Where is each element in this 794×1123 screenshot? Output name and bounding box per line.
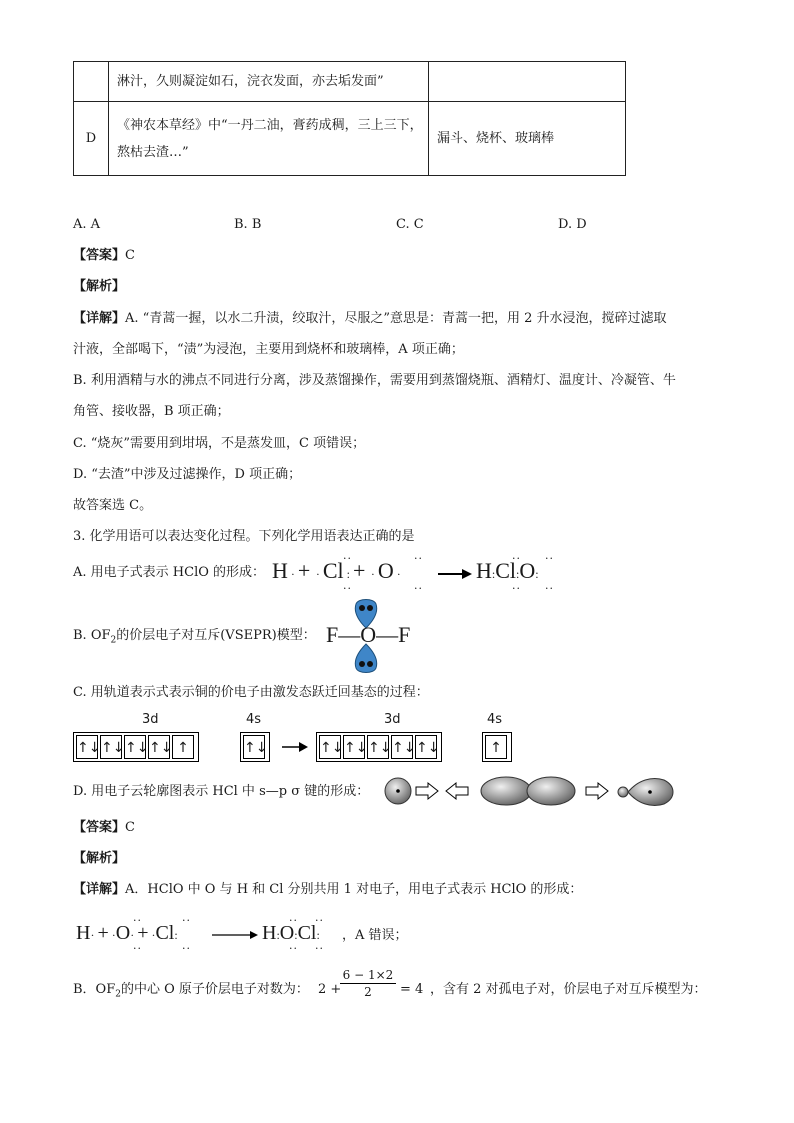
answer-tag: 【答案】 [73, 248, 126, 263]
orbital-box: ↑↓ [367, 735, 389, 759]
reaction-arrow-icon [212, 930, 258, 940]
table-cell-line: 熬枯去渣…” [117, 144, 189, 160]
lone-pair-dots: ·· [133, 914, 142, 927]
electron-formula-product-correct: H:O:Cl: [262, 922, 320, 944]
symbol-h: H [476, 558, 492, 583]
apparatus-table [73, 61, 626, 176]
explanation-text: A. “青蒿一握，以水二升渍，绞取汁，尽服之”意思是：青蒿一把，用 2 升水浸泡，搅碎过滤取 [125, 311, 667, 326]
table-cell-content [109, 102, 429, 176]
symbol-f: F [398, 622, 411, 647]
reaction-arrow-icon [438, 568, 472, 580]
lone-pair-dots: ·· [343, 552, 352, 565]
formula-of2: B. OF [73, 628, 111, 643]
table-cell-content: 淋汁，久则凝淀如石，浣衣发面，亦去垢发面” [109, 62, 429, 102]
orbital-box: ↑↓ [243, 735, 265, 759]
option-a: A. A [73, 217, 101, 232]
orbital-box: ↑↓ [391, 735, 413, 759]
table-cell-apparatus [429, 62, 626, 102]
plus-sign: + [137, 922, 149, 944]
analysis-tag: 【解析】 [73, 851, 126, 866]
table-cell-label [74, 62, 109, 102]
explanation-line: 汁液，全部喝下，“渍”为浸泡，主要用到烧杯和玻璃棒，A 项正确； [73, 342, 464, 357]
plus-sign: + [352, 558, 366, 583]
orbital-box: ↑ [485, 735, 507, 759]
option-d: D. D [558, 217, 587, 232]
explanation-line-b [73, 982, 309, 1003]
label-3d: 3d [142, 712, 159, 727]
q3-option-d-text: D. 用电子云轮廓图表示 HCl 中 s—p σ 键的形成： [73, 784, 370, 799]
orbital-box: ↑↓ [100, 735, 122, 759]
lone-pair-dots: ·· [512, 552, 521, 565]
lone-pair-dots: ·· [289, 942, 298, 955]
option-text: 的价层电子对互斥(VSEPR)模型： [116, 628, 316, 643]
table-cell-apparatus: 漏斗、烧杯、玻璃棒 [429, 102, 626, 176]
lone-pair-dots: ·· [315, 914, 324, 927]
lone-pair-dots: ·· [545, 582, 554, 595]
symbol-f: F [326, 622, 339, 647]
orbital-box: ↑ [172, 735, 194, 759]
lone-pair-dots: ·· [414, 552, 423, 565]
formula-of2: B．OF [73, 982, 116, 997]
explanation-line: C. “烧灰”需要用到坩埚，不是蒸发皿，C 项错误； [73, 436, 366, 451]
analysis-tag: 【解析】 [73, 279, 126, 294]
question-3-stem: 3. 化学用语可以表达变化过程。下列化学用语表达正确的是 [73, 529, 415, 544]
q3-option-c-text: C. 用轨道表示式表示铜的价电子由激发态跃迁回基态的过程： [73, 685, 429, 700]
orbital-3d-excited [73, 732, 199, 762]
q3-option-a-text: A. 用电子式表示 HClO 的形成： [73, 565, 266, 580]
explanation-line: 角管、接收器，B 项正确； [73, 404, 230, 419]
electron-cloud-diagram [382, 774, 682, 810]
explanation-line [73, 882, 582, 898]
table-cell-line: 《神农本草经》中“一丹二油，膏药成稠，三上三下， [117, 117, 423, 133]
answer-value: C [125, 248, 135, 263]
arrow-right-icon [586, 783, 608, 799]
fraction-numerator: 6 − 1×2 [340, 968, 396, 984]
subscript: 2 [110, 635, 117, 646]
p-orbital-lobe-icon [481, 777, 531, 805]
detail-tag: 【详解】 [73, 311, 126, 326]
symbol-cl: Cl [297, 922, 317, 944]
answer-line-q2 [73, 248, 135, 264]
lone-pair-dots: ·· [315, 942, 324, 955]
symbol-o: O [519, 558, 536, 583]
electron-formula-correct: H· + ·O· + ·Cl: [76, 922, 178, 944]
explanation-line: D. “去渣”中涉及过滤操作，D 项正确； [73, 467, 302, 482]
orbital-box: ↑↓ [319, 735, 341, 759]
symbol-h: H [262, 922, 277, 944]
label-3d: 3d [384, 712, 401, 727]
formula-two-plus: 2 + [318, 982, 342, 997]
explanation-text: A．HClO 中 O 与 H 和 Cl 分别共用 1 对电子，用电子式表示 HClO 的形成： [125, 882, 583, 897]
lone-pair-dots: ·· [512, 582, 521, 595]
vsepr-model: F—O—F [326, 622, 411, 647]
lone-pair-dots: ·· [182, 914, 191, 927]
symbol-cl: Cl [322, 558, 344, 583]
orbital-4s-excited [240, 732, 270, 762]
symbol-o: O [360, 622, 377, 647]
lone-pair-dots: ·· [343, 582, 352, 595]
plus-sign: + [297, 558, 311, 583]
answer-tag: 【答案】 [73, 820, 126, 835]
arrow-right-icon [416, 783, 438, 799]
lone-pair-dots: ·· [289, 914, 298, 927]
q3-option-b-text [73, 628, 316, 649]
symbol-cl: Cl [155, 922, 175, 944]
orbital-box: ↑↓ [148, 735, 170, 759]
option-c: C. C [396, 217, 424, 232]
lone-pair-dots: ·· [545, 552, 554, 565]
label-4s: 4s [246, 712, 262, 727]
formula-equals: = 4 [400, 982, 424, 997]
symbol-o: O [279, 922, 295, 944]
symbol-o: O [115, 922, 131, 944]
lone-pair-dots: ·· [133, 942, 142, 955]
explanation-text: 的中心 O 原子价层电子对数为： [120, 982, 309, 997]
electron-formula-product: H:Cl:O: [476, 558, 539, 583]
explanation-line [73, 311, 667, 327]
symbol-cl: Cl [495, 558, 517, 583]
symbol-h: H [272, 558, 288, 583]
fraction-denominator: 2 [364, 985, 372, 999]
subscript: 2 [115, 989, 121, 1000]
orbital-box: ↑↓ [124, 735, 146, 759]
orbital-4s-ground [482, 732, 512, 762]
symbol-o: O [377, 558, 394, 583]
answer-value: C [125, 820, 135, 835]
explanation-tail: ，含有 2 对孤电子对，价层电子对互斥模型为： [430, 982, 707, 997]
symbol-h: H [76, 922, 91, 944]
lone-pair-dots: ·· [414, 582, 423, 595]
explanation-line: B. 利用酒精与水的沸点不同进行分离，涉及蒸馏操作，需要用到蒸馏烧瓶、酒精灯、温度计、冷凝管、牛 [73, 373, 676, 388]
option-b: B. B [234, 217, 262, 232]
label-4s: 4s [487, 712, 503, 727]
explanation-tail: ，A 错误； [342, 928, 408, 943]
orbital-box: ↑↓ [343, 735, 365, 759]
arrow-left-icon [446, 783, 468, 799]
explanation-line: 故答案选 C。 [73, 498, 153, 513]
lone-pair-lobe-icon [352, 642, 380, 676]
orbital-box: ↑↓ [415, 735, 437, 759]
electron-formula-reaction: H · + · Cl : + · O · [272, 558, 401, 583]
transition-arrow-icon [282, 741, 308, 753]
table-row [74, 102, 626, 176]
table-row [74, 62, 626, 102]
plus-sign: + [97, 922, 109, 944]
detail-tag: 【详解】 [73, 882, 126, 897]
lone-pair-dots: ·· [182, 942, 191, 955]
answer-line-q3 [73, 820, 135, 836]
orbital-3d-ground [316, 732, 442, 762]
p-orbital-lobe-icon [527, 777, 575, 805]
table-cell-label: D [74, 102, 109, 176]
orbital-box: ↑↓ [76, 735, 98, 759]
